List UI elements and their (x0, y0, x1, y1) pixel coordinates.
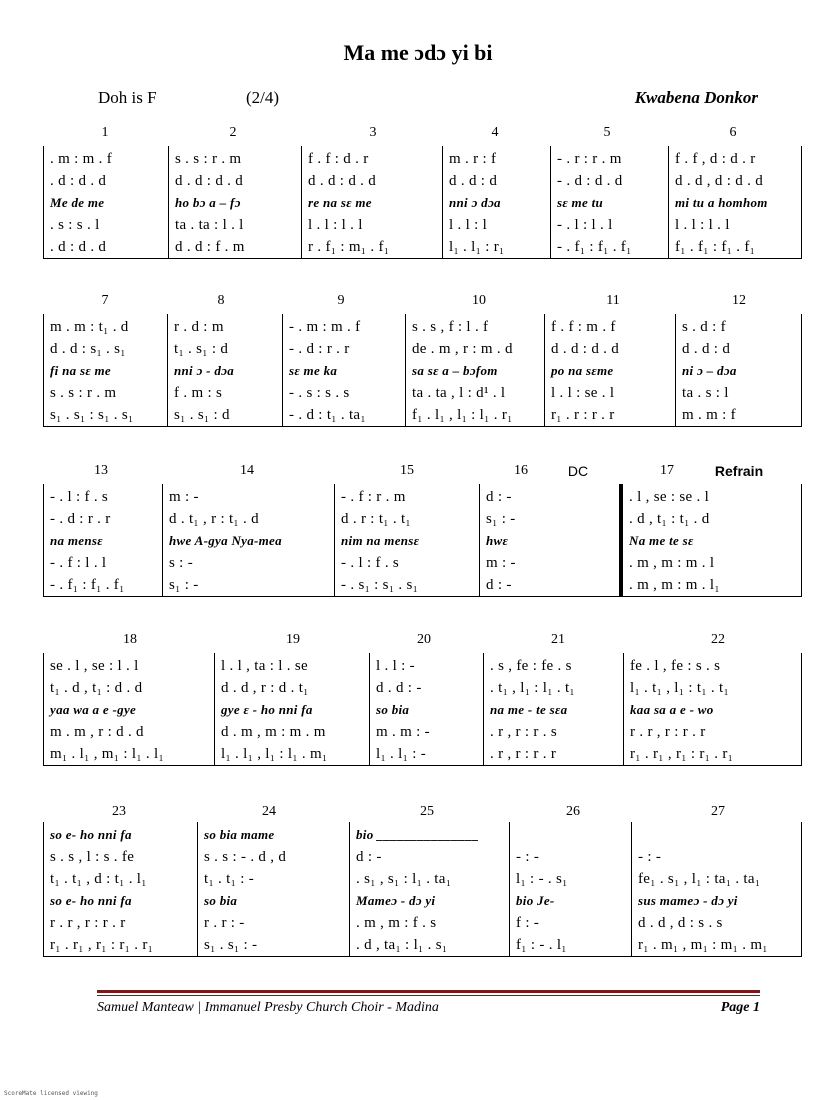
measure (668, 146, 802, 258)
soprano-line: - . l : f . s (50, 489, 109, 505)
measure (162, 484, 334, 596)
alto-line: d . d : d . d (308, 173, 377, 189)
tenor-line: r . r : - (204, 915, 245, 931)
measure-number: 3 (369, 125, 377, 140)
measure-number: 17 (660, 463, 674, 478)
measure-number: 23 (112, 804, 126, 819)
tenor-line: - . s : s . s (289, 385, 350, 401)
bass-line: s₁ . s₁ : - (204, 937, 258, 953)
measure (43, 822, 197, 956)
bass-line: l₁ . l₁ : - (376, 746, 427, 762)
alto-line: . d , t₁ : t₁ . d (629, 511, 710, 527)
soprano-line: f . f : d . r (308, 151, 369, 167)
lyrics-line: sa sɛ a – bɔfom (412, 363, 498, 378)
soprano-line: d : - (356, 849, 382, 865)
tenor-line: ta . ta : l . l (175, 217, 244, 233)
bass-line: f₁ . f₁ : f₁ . f₁ (675, 239, 756, 255)
bass-line: s₁ . s₁ : d (174, 407, 230, 423)
lyrics-line: so bia mame (204, 827, 275, 842)
measure (43, 146, 168, 258)
measure-number: 20 (417, 632, 431, 647)
score-system (43, 314, 802, 427)
lyrics-line: bio Je- (516, 893, 555, 908)
measure (43, 653, 214, 765)
bass-line: - . f₁ : f₁ . f₁ (557, 239, 632, 255)
measure (623, 653, 802, 765)
measure-number: 10 (472, 293, 486, 308)
measure (483, 653, 623, 765)
measure-number: 22 (711, 632, 725, 647)
tenor-line: l . l : l . l (675, 217, 730, 233)
alto-line: - . d : d . d (557, 173, 623, 189)
alto-line: fe₁ . s₁ , l₁ : ta₁ . ta₁ (638, 871, 761, 887)
alto-line: . d : d . d (50, 173, 107, 189)
measure-number-row (43, 805, 802, 819)
alto-line: s₁ : - (486, 511, 516, 527)
bass-line: . m , m : m . l₁ (629, 577, 720, 593)
lyrics-line: mi tu a homhom (675, 195, 768, 210)
soprano-line: - : - (638, 849, 662, 865)
alto-line: t₁ . s₁ : d (174, 341, 229, 357)
soprano-line: fe . l , fe : s . s (630, 658, 721, 674)
alto-line: - . d : r . r (289, 341, 350, 357)
bass-line: s₁ : - (169, 577, 199, 593)
alto-line: - . d : r . r (50, 511, 111, 527)
soprano-line: m : - (169, 489, 199, 505)
alto-line: de . m , r : m . d (412, 341, 513, 357)
tenor-line: l . l : l (449, 217, 488, 233)
measure-number: 1 (101, 125, 109, 140)
alto-line: t₁ . d , t₁ : d . d (50, 680, 143, 696)
measure-number: 14 (240, 463, 254, 478)
soprano-line: - . r : r . m (557, 151, 622, 167)
lyrics-line (638, 824, 797, 846)
soprano-line: . m : m . f (50, 151, 113, 167)
alto-line: . t₁ , l₁ : l₁ . t₁ (490, 680, 575, 696)
measure-number: 7 (101, 293, 109, 308)
alto-line: t₁ . t₁ , d : t₁ . l₁ (50, 871, 147, 887)
soprano-line: . s , fe : fe . s (490, 658, 572, 674)
tenor-line: s : - (169, 555, 193, 571)
alto-line: t₁ . t₁ : - (204, 871, 255, 887)
lyrics-line: na mensɛ (50, 533, 103, 548)
measure (544, 314, 675, 426)
lyrics-line: sɛ me ka (289, 363, 338, 378)
lyrics-line: ni ɔ – dɔɑ (682, 363, 737, 378)
measure (550, 146, 668, 258)
measure (197, 822, 349, 956)
lyrics-line: hwɛ (486, 533, 509, 548)
alto-line: d . d : d (682, 341, 731, 357)
measure-number: 27 (711, 804, 725, 819)
footer-credit: Samuel Manteaw | Immanuel Presby Church Choir - Madina (97, 1000, 439, 1015)
measure (619, 484, 802, 596)
measure (442, 146, 550, 258)
measure-number: 9 (337, 293, 345, 308)
lyrics-line: so bia (204, 893, 238, 908)
alto-line: d . d : - (376, 680, 422, 696)
measure-number: 16 (514, 463, 528, 478)
measure (334, 484, 479, 596)
soprano-line: f . f : m . f (551, 319, 616, 335)
bass-line: r₁ . r₁ , r₁ : r₁ . r₁ (50, 937, 154, 953)
tenor-line: l . l : se . l (551, 385, 615, 401)
bass-line: - . s₁ : s₁ . s₁ (341, 577, 419, 593)
soprano-line: - . m : m . f (289, 319, 361, 335)
lyrics-line: Na me te sɛ (629, 533, 694, 548)
measure (43, 314, 167, 426)
tenor-line: f . m : s (174, 385, 223, 401)
measure-number: 15 (400, 463, 414, 478)
score-system (43, 146, 802, 259)
lyrics-line: bio _______________ (356, 827, 480, 842)
tenor-line: - . f : l . l (50, 555, 107, 571)
bass-line: f₁ : - . l₁ (516, 937, 567, 953)
soprano-line: s . d : f (682, 319, 726, 335)
alto-line: . s₁ , s₁ : l₁ . ta₁ (356, 871, 452, 887)
soprano-line: m . m : t₁ . d (50, 319, 129, 335)
refrain-label: Refrain (714, 463, 764, 479)
lyrics-line: so e- ho nni fa (50, 893, 132, 908)
lyrics-line: Me de me (50, 195, 105, 210)
time-signature: (2/4) (246, 88, 280, 107)
lyrics-line: sɛ me tu (557, 195, 604, 210)
soprano-line: s . s : - . d , d (204, 849, 287, 865)
bass-line: r₁ . r : r . r (551, 407, 615, 423)
measure-number: 26 (566, 804, 580, 819)
composer-name: Kwabena Donkor (634, 88, 758, 107)
tenor-line: d . d , d : s . s (638, 915, 723, 931)
tenor-line: . s : s . l (50, 217, 100, 233)
lyrics-line: re na sɛ me (308, 195, 372, 210)
bass-line: d : - (486, 577, 512, 593)
measure-number: 11 (606, 293, 620, 308)
alto-line: d . d : d . d (551, 341, 620, 357)
bass-line: l₁ . l₁ : r₁ (449, 239, 505, 255)
lyrics-line: na me - te sɛɑ (490, 702, 568, 717)
measure (509, 822, 631, 956)
alto-line: d . d , r : d . t₁ (221, 680, 309, 696)
lyrics-line: sus mameɔ - dɔ yi (638, 893, 738, 908)
lyrics-line: gye ɛ - ho nni fa (221, 702, 313, 717)
measure-number: 8 (217, 293, 225, 308)
page-title: Ma me ɔdɔ yi bi (343, 40, 493, 65)
measure-number: 21 (551, 632, 565, 647)
tenor-line: r . r , r : r . r (630, 724, 706, 740)
measure (479, 484, 616, 596)
bass-line: . r , r : r . r (490, 746, 557, 762)
soprano-line: - . f : r . m (341, 489, 406, 505)
measure-number-row (43, 294, 802, 308)
measure (369, 653, 483, 765)
bass-line: l₁ . l₁ , l₁ : l₁ . m₁ (221, 746, 328, 762)
measure (631, 822, 802, 956)
bass-line: - . d : t₁ . ta₁ (289, 407, 366, 423)
measure (168, 146, 301, 258)
tenor-line: . m , m : m . l (629, 555, 715, 571)
soprano-line: r . d : m (174, 319, 224, 335)
tenor-line: s . s : r . m (50, 385, 117, 401)
measure-number: 24 (262, 804, 276, 819)
lyrics-line: hwe A-gya Nya-mea (169, 533, 282, 548)
measure-number-row (43, 633, 802, 647)
measure-number: 6 (729, 125, 737, 140)
bass-line: - . f₁ : f₁ . f₁ (50, 577, 125, 593)
measure-number: 19 (286, 632, 300, 647)
alto-line: d . d : s₁ . s₁ (50, 341, 126, 357)
footer-divider (97, 995, 760, 996)
alto-line: d . d : d . d (175, 173, 244, 189)
lyrics-line: so bia (376, 702, 410, 717)
soprano-line: . l , se : se . l (629, 489, 710, 505)
bass-line: m₁ . l₁ , m₁ : l₁ . l₁ (50, 746, 165, 762)
score-system (43, 484, 802, 597)
bass-line: r₁ . m₁ , m₁ : m₁ . m₁ (638, 937, 768, 953)
bass-line: m . m : f (682, 407, 736, 423)
measure-number: 2 (229, 125, 237, 140)
measure (349, 822, 509, 956)
lyrics-line: po na sɛme (551, 363, 614, 378)
soprano-line: l . l , ta : l . se (221, 658, 308, 674)
lyrics-line: yaa wa a e -gye (50, 702, 137, 717)
tenor-line: . r , r : r . s (490, 724, 557, 740)
bass-line: r . f₁ : m₁ . f₁ (308, 239, 390, 255)
measure (405, 314, 544, 426)
bass-line: d . d : f . m (175, 239, 245, 255)
measure (301, 146, 442, 258)
lyrics-line: nni ɔ - dɔɑ (174, 363, 234, 378)
lyrics-line: kaa sa a e - wo (630, 702, 714, 717)
measure-number: 12 (732, 293, 746, 308)
soprano-line: f . f , d : d . r (675, 151, 756, 167)
measure (43, 484, 162, 596)
tenor-line: - . l : f . s (341, 555, 400, 571)
lyrics-line: so e- ho nni fa (50, 827, 132, 842)
measure-number: 13 (94, 463, 108, 478)
measure (675, 314, 802, 426)
watermark-text: ScoreMate licensed viewing (4, 1090, 98, 1097)
soprano-line: se . l , se : l . l (50, 658, 139, 674)
soprano-line: m . r : f (449, 151, 497, 167)
bass-line: f₁ . l₁ , l₁ : l₁ . r₁ (412, 407, 513, 423)
tenor-line: f : - (516, 915, 540, 931)
alto-line: d . d , d : d . d (675, 173, 764, 189)
measure-number: 18 (123, 632, 137, 647)
measure (214, 653, 369, 765)
alto-line: l₁ : - . s₁ (516, 871, 568, 887)
soprano-line: - : - (516, 849, 540, 865)
tenor-line: - . l : l . l (557, 217, 613, 233)
measure-number: 5 (603, 125, 611, 140)
soprano-line: s . s : r . m (175, 151, 242, 167)
soprano-line: s . s , f : l . f (412, 319, 489, 335)
bass-line: s₁ . s₁ : s₁ . s₁ (50, 407, 134, 423)
tenor-line: . m , m : f . s (356, 915, 437, 931)
measure (282, 314, 405, 426)
soprano-line: d : - (486, 489, 512, 505)
bass-line: . d : d . d (50, 239, 107, 255)
lyrics-line: Mameɔ - dɔ yi (356, 893, 436, 908)
tenor-line: m . m , r : d . d (50, 724, 144, 740)
bass-line: r₁ . r₁ , r₁ : r₁ . r₁ (630, 746, 734, 762)
measure-number: 25 (420, 804, 434, 819)
tenor-line: m . m : - (376, 724, 430, 740)
measure-number-row (43, 464, 802, 478)
page-number: Page 1 (720, 1000, 760, 1015)
tenor-line: ta . ta , l : d¹ . l (412, 385, 506, 401)
tenor-line: m : - (486, 555, 516, 571)
measure-number-row (43, 126, 802, 140)
tenor-line: ta . s : l (682, 385, 729, 401)
alto-line: d . t₁ , r : t₁ . d (169, 511, 259, 527)
lyrics-line (516, 824, 627, 846)
lyrics-line: nim na mensɛ (341, 533, 420, 548)
tenor-line: l . l : l . l (308, 217, 363, 233)
tenor-line: r . r , r : r . r (50, 915, 126, 931)
tenor-line: d . m , m : m . m (221, 724, 326, 740)
lyrics-line: fi na sɛ me (50, 363, 111, 378)
alto-line: d . r : t₁ . t₁ (341, 511, 411, 527)
bass-line: . d , ta₁ : l₁ . s₁ (356, 937, 448, 953)
alto-line: l₁ . t₁ , l₁ : t₁ . t₁ (630, 680, 730, 696)
soprano-line: s . s , l : s . fe (50, 849, 135, 865)
da-capo-mark: DC (567, 463, 589, 479)
soprano-line: l . l : - (376, 658, 415, 674)
measure (167, 314, 282, 426)
lyrics-line: ho bɔ a – fɔ (175, 195, 241, 210)
alto-line: d . d : d (449, 173, 498, 189)
score-system (43, 653, 802, 766)
key-signature: Doh is F (98, 88, 157, 107)
lyrics-line: nni ɔ dɔɑ (449, 195, 501, 210)
measure-number: 4 (491, 125, 499, 140)
footer-divider (97, 990, 760, 993)
score-system (43, 822, 802, 957)
